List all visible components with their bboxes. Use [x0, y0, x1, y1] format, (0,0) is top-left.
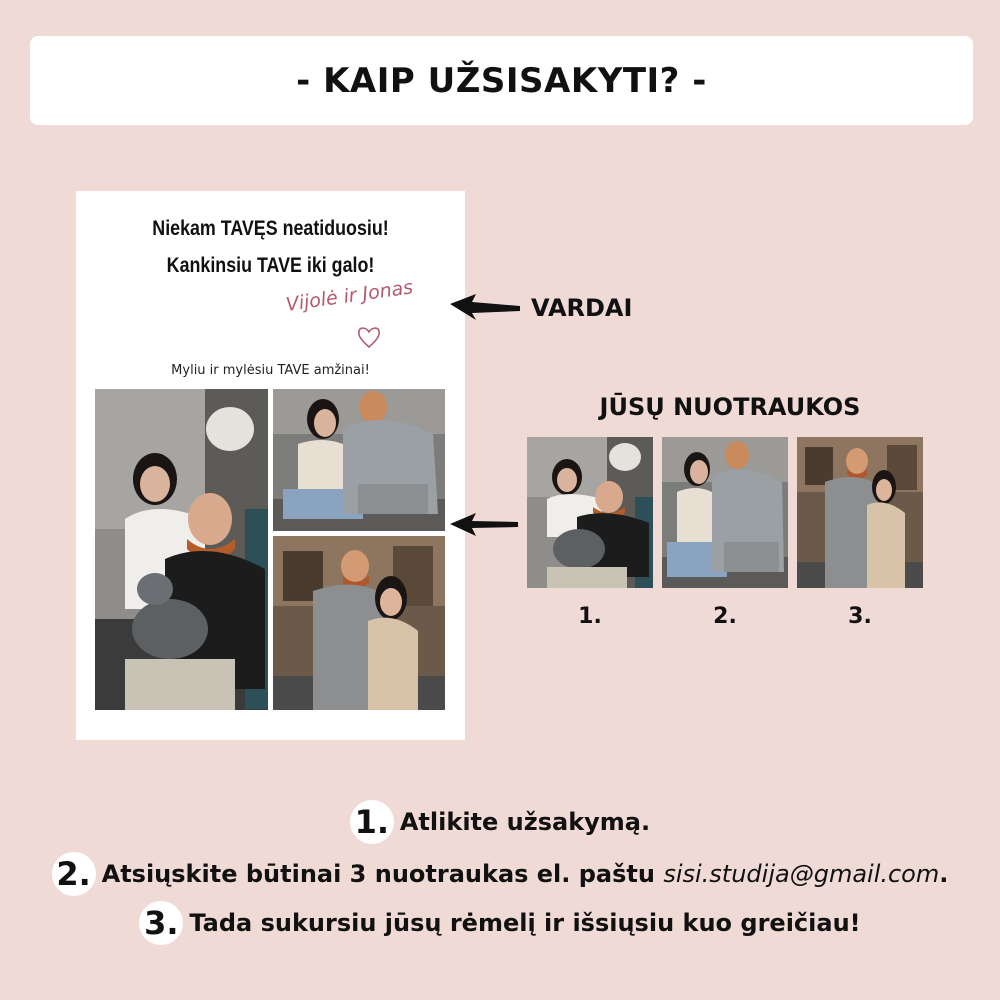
- poster-mockup: [76, 191, 465, 740]
- step-number: 1.: [350, 800, 394, 844]
- photos-label: JŪSŲ NUOTRAUKOS: [599, 393, 861, 421]
- photo-number-2: 2.: [713, 604, 737, 629]
- photo-number-3: 3.: [848, 604, 872, 629]
- step-1: [0, 797, 1000, 847]
- poster-photo-3: [273, 536, 445, 710]
- poster-line-2: Kankinsiu TAVE iki galo!: [166, 254, 375, 277]
- email-link[interactable]: sisi.studija@gmail.com: [663, 860, 940, 888]
- page-title: - KAIP UŽSISAKYTI? -: [296, 60, 707, 101]
- header-banner: [30, 36, 973, 125]
- step-text: Atsiųskite būtinai 3 nuotraukas el. paštu: [101, 860, 664, 888]
- step-3: [0, 898, 1000, 948]
- step-text: Tada sukursiu jūsų rėmelį ir išsiųsiu kuo greičiau!: [189, 909, 861, 937]
- step-number: 2.: [52, 852, 96, 896]
- step-suffix: .: [939, 860, 949, 888]
- poster-names: Vijolė ir Jonas: [284, 276, 415, 316]
- names-label: VARDAI: [531, 294, 633, 322]
- poster-photo-1: [95, 389, 268, 710]
- example-photo-2: [662, 437, 788, 588]
- step-text: Atlikite užsakymą.: [399, 808, 651, 836]
- step-number: 3.: [139, 901, 183, 945]
- photo-number-1: 1.: [578, 604, 602, 629]
- step-2: [0, 849, 1000, 899]
- example-photo-1: [527, 437, 653, 588]
- poster-photo-2: [273, 389, 445, 531]
- example-photo-3: [797, 437, 923, 588]
- arrow-left-icon: [450, 294, 522, 320]
- poster-line-1: Niekam TAVĘS neatiduosiu!: [152, 217, 389, 240]
- poster-subtitle: Myliu ir mylėsiu TAVE amžinai!: [171, 363, 370, 378]
- heart-icon: [356, 324, 382, 350]
- arrow-left-icon: [450, 511, 520, 537]
